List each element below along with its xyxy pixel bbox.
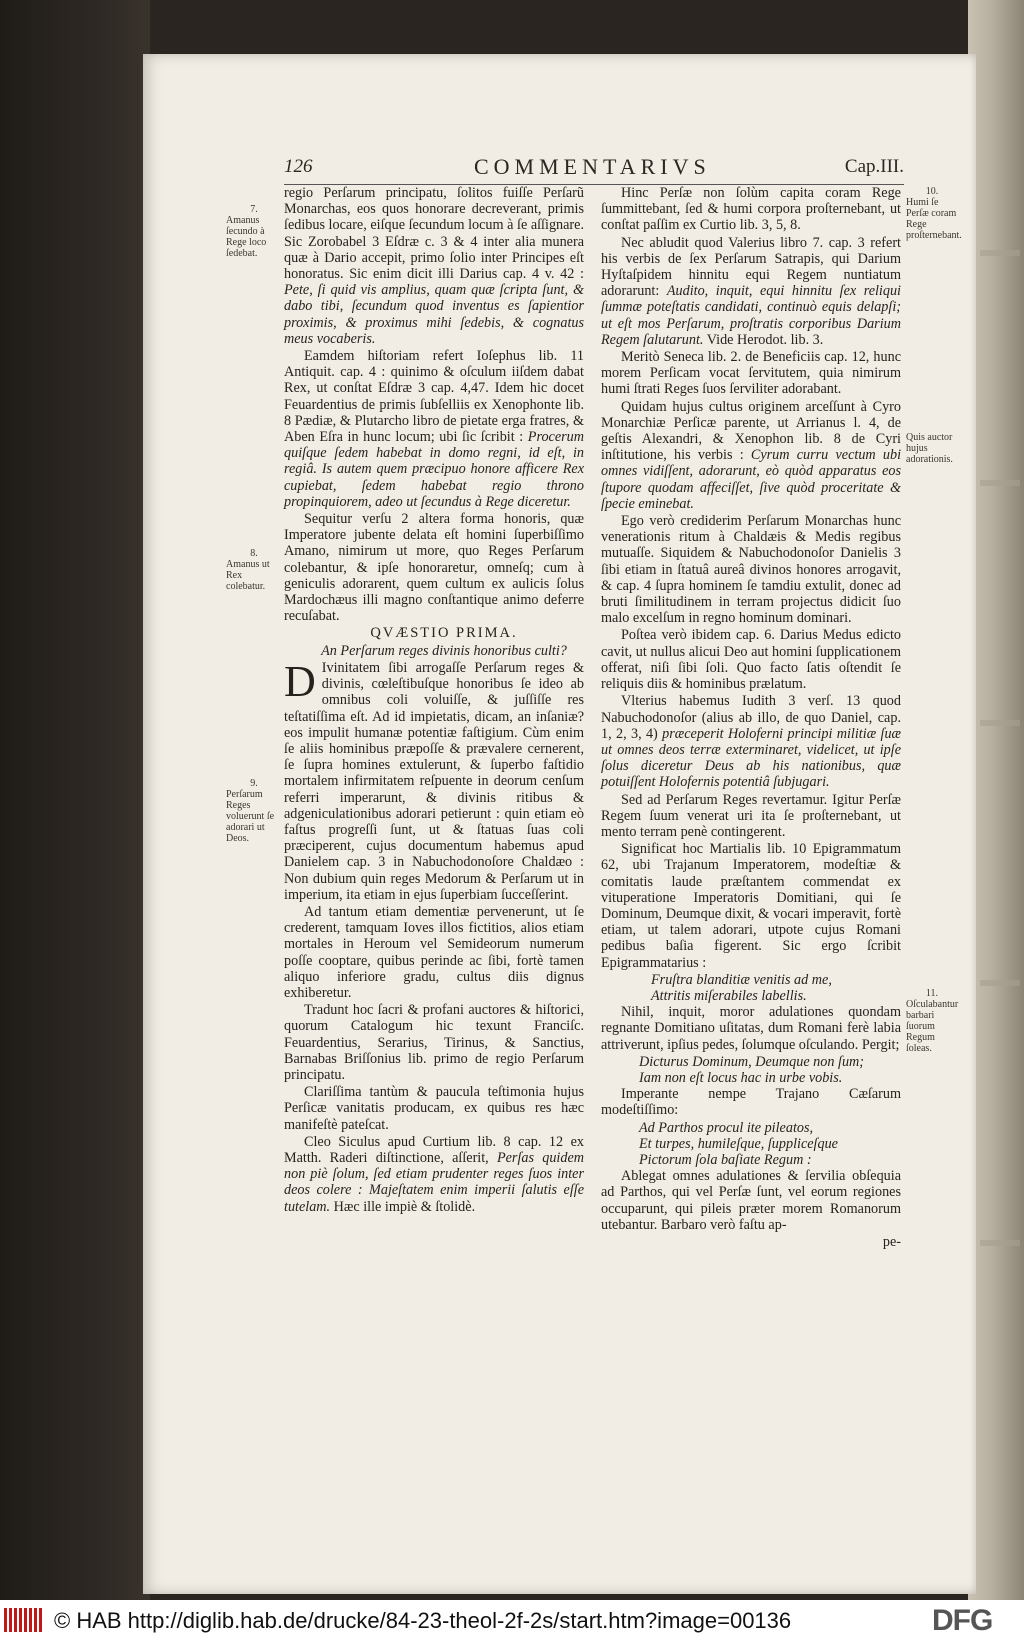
left-column [284, 185, 584, 1216]
barcode-icon [4, 1608, 44, 1632]
paragraph: Ad tantum etiam dementiæ pervenerunt, ut ſe crederent, tamquam Ioves illos fictitios, alios etiam mortales in Heroum vel Semideorum numerum poſſe cooptare, quibus perinde ac ſibi, fortè tamen aliquo inferiore gradu, cultus diis dignus exhiberetur. [284, 903, 584, 1001]
book-spine-shadow [0, 0, 150, 1600]
verse-line: Dicturus Dominum, Deumque non ſum; [639, 1053, 865, 1070]
paragraph: regio Perſarum principatu, ſolitos fuiſſe Perſarũ Monarchas, eos quos honorare decreverant, primis ſedibus locare, eiſque ſecundum locum à ſe aſſignare. Sic Zorobabel 3 Eſdræ c. 3 & 4 inter alia munera quæ à Dario accepit, primo ſolio inter Principes eſt honoratus. Sic enim dicit illi Darius cap. 4 v. 42 : Pete, ſi quid vis amplius, quam quæ ſcripta ſunt, & dabo tibi, ſecundum quod inventus es ſapientior proximis, & proximus mihi ſedebis, & cognatus meus vocaberis. [284, 185, 584, 347]
paragraph: Meritò Seneca lib. 2. de Beneficiis cap. 12, hunc morem Perſicam vocat ſervitutem, quia nimirum humi ſtrati Reges ſuos ſerviliter adorabant. [601, 349, 901, 398]
paragraph: Sed ad Perſarum Reges revertamur. Igitur Perſæ Regem ſuum venerat uri ita ſe proſternebant, ut mento terram penè contingerent. [601, 791, 901, 840]
footer-bar [0, 1600, 1024, 1640]
verse-line: Et turpes, humileſque, ſuppliceſque [639, 1135, 838, 1152]
paragraph: Vlterius habemus Iudith 3 verſ. 13 quod Nabuchodonoſor (alius ab illo, de quo Daniel, cap. 1, 2, 3, 4) præceperit Holoferni principi militiæ ſuæ ut omnes deos terræ exterminaret, videlicet, ut ipſe ſolus diceretur Deus ab his nationibus, quæ potuiſſent Holofernis potentiâ ſubjugari. [601, 693, 902, 791]
verse-line: Pictorum ſola baſiate Regum : [639, 1151, 812, 1168]
paragraph: Eamdem hiſtoriam refert Ioſephus lib. 11 Antiquit. cap. 4 : quinimo & oſculum iiſdem dabat Rex, ut conſtat Eſdræ 3 cap. 4,47. Idem hic docet Feuardentius de primis ſubſelliis ex Xenophonte lib. 8 Pædiæ, & Plutarcho libro de pietate erga fratres, & Aben Eſra in hunc locum; ubi ſic ſcribit : Procerum quiſque ſedem habebat in domo regni, id eſt, in regiâ. Is autem quem præcipuo honore afficere Rex cupiebat, ſedem habebat regio throno propinquiorem, adeo ut ſecundus à Rege diceretur. [284, 348, 585, 510]
margin-note-7: 7. Amanus ſecundo à Rege loco ſedebat. [226, 204, 267, 259]
question-title: QVÆSTIO PRIMA. [370, 625, 518, 642]
verse-line: Fruſtra blanditiæ venitis ad me, [651, 971, 832, 988]
page-number: 126 [284, 156, 313, 177]
paragraph: Hinc Perſæ non ſolùm capita coram Rege ſummittebant, ſed & humi corpora proſternebant, ut conſtat paſſim ex Curtio lib. 3, 5, 8. [601, 185, 901, 234]
right-column [601, 185, 901, 1251]
paragraph: Clariſſima tantùm & paucula teſtimonia hujus Perſicæ vanitatis producam, ex quibus res hæc manifeſtè pateſcat. [284, 1084, 584, 1133]
margin-note-9: 9. Perſarum Reges voluerunt ſe adorari ut Deos. [226, 778, 275, 844]
verse-line: Iam non eſt locus hac in urbe vobis. [639, 1069, 843, 1086]
verse-line: Ad Parthos procul ite pileatos, [639, 1119, 814, 1136]
question-subtitle: An Perſarum reges divinis honoribus culti? [321, 642, 567, 659]
copyright-url[interactable]: © HAB http://diglib.hab.de/drucke/84-23-theol-2f-2s/start.htm?image=00136 [54, 1608, 792, 1633]
paragraph: Sequitur verſu 2 altera forma honoris, quæ Imperatore jubente delata eſt homini ſuperbiſſimo Amano, nimirum ut more, quo Reges Perſarum colebantur, & ipſe honoraretur, omneſq; cum à geniculis adorarent, quem cultum ex aulicis ſolus Mardochæus illi magno conſtantique animo deferre recuſabat. [284, 511, 584, 625]
running-title: COMMENTARIVS [474, 154, 711, 179]
margin-note-10: 10. Humi ſe Perſæ coram Rege proſternebant. [906, 186, 962, 241]
margin-note-11: 11. Oſculabantur barbari ſuorum Regum ſoleas. [906, 988, 959, 1054]
chapter-label: Cap.III. [844, 156, 904, 177]
paragraph: Nec abludit quod Valerius libro 7. cap. 3 refert his verbis de ſex Perſarum Satrapis, qui Darium Hyſtaſpidem hinnitu equi Regem nuntiatum adorarunt: Audito, inquit, equi hinnitu ſex reliqui ſummæ poteſtatis candidati, continuò equis delapſi; ut eſt mos Perſarum, proſtratis corporibus Darium Regem ſalutarunt. Vide Herodot. lib. 3. [601, 234, 901, 348]
catchword: pe- [882, 1234, 901, 1250]
dfg-logo: DFG [932, 1604, 993, 1637]
verse-line: Attritis miſerabiles labellis. [651, 987, 807, 1004]
paragraph: Tradunt hoc ſacri & profani auctores & hiſtorici, quorum Catalogum hic texunt Franciſc. Feuardentius, Serarius, Tirinus, & Sanctius, Barnabas Briſſonius lib. primo de regio Perſarum principatu. [284, 1002, 584, 1083]
margin-note-8: 8. Amanus ut Rex colebatur. [226, 548, 270, 592]
running-header [284, 154, 904, 182]
margin-note-quis: Quis auctor hujus adorationis. [906, 432, 953, 465]
drop-cap: D [284, 656, 316, 706]
paragraph: D Ivinitatem ſibi arrogaſſe Perſarum reges & divinis, cœleſtibuſque honoribus ſe ideo ab omnibus coli voluiſſe, & juſſiſſe res teſtatiſſima eſt. Ad id impietatis, dicam, an inſaniæ? eos impulit humanæ potentiæ faſtigium. Cùm enim ſe aliis hominibus præpoſſe & prævalere cernerent, ſe ſupra homines extulerunt, & ſuperbo faſtidio mortalem infirmitatem reſpuente in deorum cenſum referri imperarunt, & divinis ritibus & adgeniculationibus adorari petierunt : quin etiam eò faſtus progreſſi ſunt, ut & ſtatuas ſuas coli præciperent, cujus documentum habemus apud Danielem cap. 3 in Nabuchodonoſore Chaldæo : Non dubium quin reges Medorum & Perſarum ut in imperium, ita etiam in ejus ſuperbiam ſucceſſerint. [284, 656, 584, 903]
paragraph: Ablegat omnes adulationes & ſervilia obſequia ad Parthos, qui vel Perſæ ſunt, vel eorum regiones occuparunt, qui pileis præter morem Romanorum utebantur. Barbaro verò faſtu ap- [601, 1168, 901, 1233]
paragraph: Poſtea verò ibidem cap. 6. Darius Medus edicto cavit, ut nullus alicui Deo aut homini ſupplicationem offerat, niſi ſibi ſoli. Quo facto ſatis oſtendit ſe reliquis diis & hominibus prælatum. [601, 627, 901, 693]
paragraph: Quidam hujus cultus originem arceſſunt à Cyro Monarchiæ Perſicæ parente, ut Arrianus l. 4, de geſtis Alexandri, & Xenophon lib. 8 de Cyri inſtitutione, his verbis : Cyrum curru vectum ubi omnes vidiſſent, adorarunt, eò quòd apparatus eos ſtupore quodam affeciſſet, ſive quòd proceritate & ſpecie eminebat. [601, 398, 902, 512]
paragraph: Imperante nempe Trajano Cæſarum modeſtiſſimo: [601, 1086, 901, 1119]
paragraph: Ego verò crediderim Perſarum Monarchas hunc venerationis ritum à Chaldæis & Medis regibus mutuaſſe. Siquidem & Nabuchodonoſor Danielis 3 ſibi etiam in ſtatuâ aureâ divinos honores arrogavit, & cap. 4 ſupra hominem ſe tamdiu extulit, donec ad bruti ſimilitudinem in terram projectus didicit ſuo malo excelſum in regno hominum dominari. [601, 513, 901, 627]
paragraph: Significat hoc Martialis lib. 10 Epigrammatum 62, ubi Trajanum Imperatorem, modeſtiæ & comitatis laude præſtantem commendat ex vituperatione Imperatoris Domitiani, qui ſe Dominum, Deumque dixit, & vocari imperavit, fortè etiam, ut talem adorari, utpote cujus Romani pedibus baſia figerent. Sic ergo ſcribit Epigrammatarius : [601, 841, 901, 971]
next-page-edge [968, 0, 1024, 1600]
paragraph: Nihil, inquit, moror adulationes quondam regnante Domitiano uſitatas, dum Romani ferè labia attriverunt, ipſius pedes, ſolumque oſculando. Pergit; [601, 1004, 901, 1053]
paragraph: Cleo Siculus apud Curtium lib. 8 cap. 12 ex Matth. Raderi diſtinctione, aſſerit, Perſas quidem non piè ſolum, ſed etiam prudenter reges ſuos inter deos colere : Majeſtatem enim imperii ſalutis eſſe tutelam. Hæc ille impiè & ſtolidè. [284, 1133, 585, 1215]
